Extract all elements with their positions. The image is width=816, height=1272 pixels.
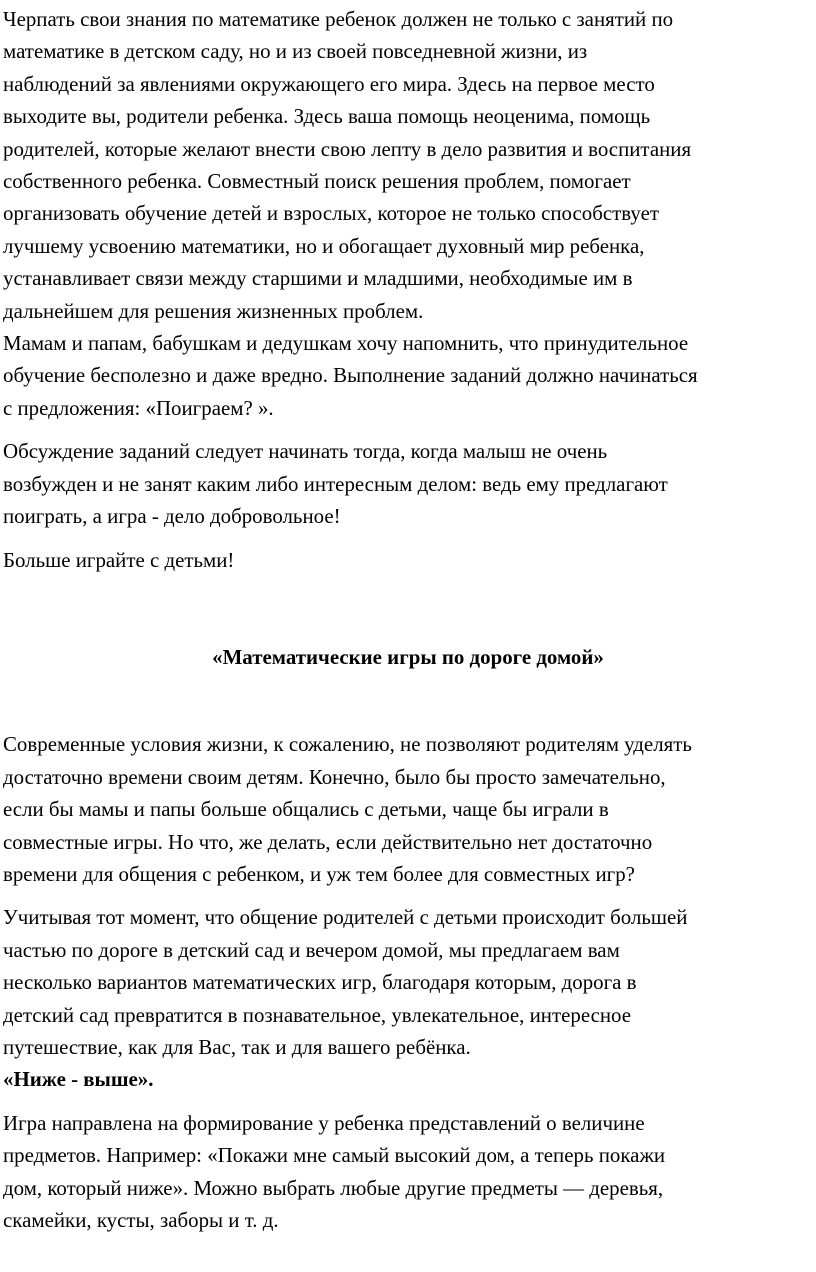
paragraph-modern-conditions xyxy=(3,728,813,890)
text-line: Современные условия жизни, к сожалению, не позволяют родителям уделять xyxy=(3,732,692,757)
text-line: достаточно времени своим детям. Конечно, было бы просто замечательно, xyxy=(3,764,666,789)
text-line: возбужден и не занят каким либо интересным делом: ведь ему предлагают xyxy=(3,471,668,496)
paragraph-intro xyxy=(3,3,813,327)
document-page xyxy=(3,3,813,1236)
text-line: обучение бесполезно и даже вредно. Выполнение заданий должно начинаться xyxy=(3,363,698,388)
text-line: поиграть, а игра - дело добровольное! xyxy=(3,504,341,529)
text-line: частью по дороге в детский сад и вечером домой, мы предлагаем вам xyxy=(3,937,620,962)
text-line: устанавливает связи между старшими и младшими, необходимые им в xyxy=(3,266,633,291)
text-line: лучшему усвоению математики, но и обогащает духовный мир ребенка, xyxy=(3,233,645,258)
text-line: Учитывая тот момент, что общение родителей с детьми происходит большей xyxy=(3,905,688,930)
text-line: выходите вы, родители ребенка. Здесь ваша помощь неоценима, помощь xyxy=(3,104,651,129)
text-line: совместные игры. Но что, же делать, если действительно нет достаточно xyxy=(3,829,653,854)
text-line: с предложения: «Поиграем? ». xyxy=(3,395,274,420)
text-line: родителей, которые желают внести свою лепту в дело развития и воспитания xyxy=(3,136,692,161)
paragraph-considering xyxy=(3,901,813,1063)
text-line: дом, который ниже». Можно выбрать любые другие предметы — деревья, xyxy=(3,1175,664,1200)
text-line: Игра направлена на формирование у ребенка представлений о величине xyxy=(3,1110,645,1135)
text-line: Мамам и папам, бабушкам и дедушкам хочу напомнить, что принудительное xyxy=(3,331,689,356)
text-line: Обсуждение заданий следует начинать тогда, когда малыш не очень xyxy=(3,439,608,464)
paragraph-discussion xyxy=(3,435,813,532)
text-line: Больше играйте с детьми! xyxy=(3,547,235,572)
text-line: дальнейшем для решения жизненных проблем. xyxy=(3,298,424,323)
paragraph-play-more xyxy=(3,544,813,576)
section-heading: «Математические игры по дороге домой» xyxy=(212,644,604,669)
text-line: времени для общения с ребенком, и уж тем более для совместных игр? xyxy=(3,861,635,886)
text-line: собственного ребенка. Совместный поиск решения проблем, помогает xyxy=(3,169,631,194)
paragraph-game-description xyxy=(3,1107,813,1237)
text-line: организовать обучение детей и взрослых, которое не только способствует xyxy=(3,201,659,226)
text-line: наблюдений за явлениями окружающего его мира. Здесь на первое место xyxy=(3,71,655,96)
text-line: предметов. Например: «Покажи мне самый высокий дом, а теперь покажи xyxy=(3,1143,666,1168)
text-line: несколько вариантов математических игр, благодаря которым, дорога в xyxy=(3,970,637,995)
text-line: математике в детском саду, но и из своей повседневной жизни, из xyxy=(3,39,588,64)
text-line: детский сад превратится в познавательное, увлекательное, интересное xyxy=(3,1002,632,1027)
paragraph-reminder xyxy=(3,327,813,424)
text-line: скамейки, кусты, заборы и т. д. xyxy=(3,1208,279,1232)
text-line: путешествие, как для Вас, так и для вашего ребёнка. xyxy=(3,1034,471,1059)
text-line: Черпать свои знания по математике ребенок должен не только с занятий по xyxy=(3,7,674,31)
text-line: если бы мамы и папы больше общались с детьми, чаще бы играли в xyxy=(3,797,609,822)
game-title-lower-higher: «Ниже - выше». xyxy=(3,1067,154,1092)
